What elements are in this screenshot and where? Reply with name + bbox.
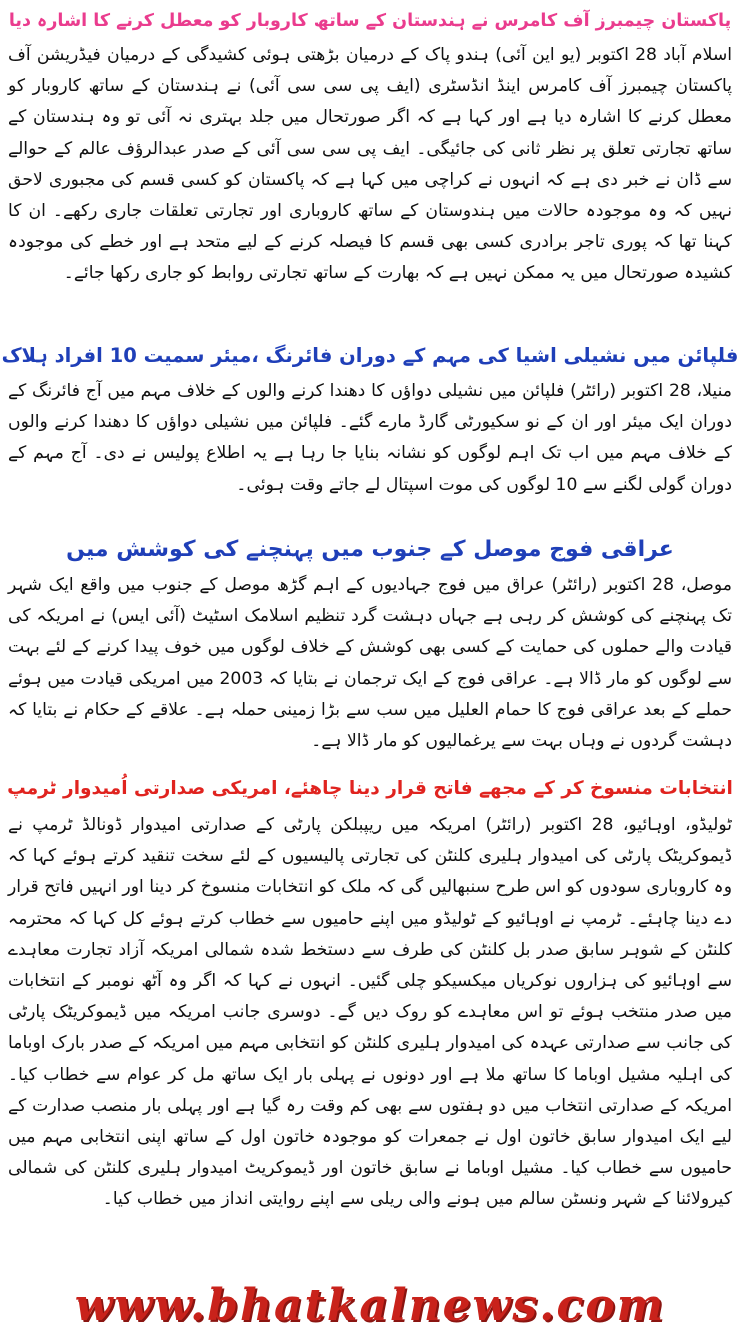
article-3-body: موصل، 28 اکتوبر (رائٹر) عراق میں فوج جہادیوں کے اہم گڑھ موصل کے جنوب میں واقع ایک شہر تک پہنچنے کی کوشش کر رہی ہے جہاں دہشت گرد تنظیم اسلامک اسٹیٹ (آئی ایس) نے امریکہ کی قیادت والے حملوں کی حمایت کے کسی بھی کوشش کے خلاف لوگوں میں خوف پیدا کرنے کے لئے بہت سے لوگوں کو مار ڈالا ہے۔ عراقی فوج کے ایک ترجمان نے بتایا کہ 2003 میں امریکی قیادت میں ہوئے حملے کے بعد عراقی فوج کا حمام العلیل میں سب سے بڑا زمینی حملہ ہے۔ علاقے کے حکام نے بتایا کہ دہشت گردوں نے وہاں بہت سے یرغمالیوں کو مار ڈالا ہے۔ [8,575,732,752]
article-1 [0,0,740,312]
article-3 [0,530,740,762]
article-3-headline: عراقی فوج موصل کے جنوب میں پہنچنے کی کوشش میں [66,537,674,562]
article-2-body: منیلا، 28 اکتوبر (رائٹر) فلپائن میں نشیلی دواؤں کا دھندا کرنے والوں کے خلاف مہم میں آج فائرنگ کے دوران ایک میئر اور ان کے نو سکیورٹی گارڈ مارے گئے۔ فلپائن میں نشیلی دواؤں کا دھندا کرنے والوں کے خلاف مہم میں اب تک اہم لوگوں کو نشانہ بنایا جا رہا ہے یہ اطلاع پولیس نے دی۔ آج مہم کے دوران گولی لگنے سے 10 لوگوں کی موت اسپتال لے جاتے وقت ہوئی۔ [8,381,732,495]
article-1-headline: پاکستان چیمبرز آف کامرس نے ہندستان کے ساتھ کاروبار کو معطل کرنے کا اشارہ دیا [8,11,732,31]
article-4-headline: انتخابات منسوخ کر کے مجھے فاتح قرار دینا چاھئے، امریکی صدارتی اُمیدوار ٹرمپ [7,778,733,799]
article-4-body: ٹولیڈو، اوہائیو، 28 اکتوبر (رائٹر) امریکہ میں ریپبلکن پارٹی کے صدارتی امیدوار ڈونالڈ ٹرمپ نے ڈیموکریٹک پارٹی کی امیدوار ہلیری کلنٹن کی تجارتی پالیسیوں کے لئے سخت تنقید کرتے ہوئے کہا کہ وہ کاروباری سودوں کو اس طرح سنبھالیں گی کہ ملک کو انتخابات منسوخ کر دینا اور انہیں فاتح قرار دے دینا چاہئے۔ ٹرمپ نے اوہائیو کے ٹولیڈو میں اپنے حامیوں سے خطاب کرتے ہوئے کل کہا کہ محترمہ کلنٹن کے شوہر سابق صدر بل کلنٹن کی طرف سے دستخط شدہ شمالی امریکہ آزاد تجارت معاہدے سے اوہائیو کی ہزاروں نوکریاں میکسیکو چلی گئیں۔ انہوں نے کہا کہ اگر وہ آٹھ نومبر کے انتخابات میں صدر منتخب ہوئے تو اس معاہدے کو روک دیں گے۔ دوسری جانب امریکہ میں ڈیموکریٹک پارٹی کی جانب سے صدارتی عہدہ کی امیدوار ہلیری کلنٹن کو انتخابی مہم میں امریکہ کے صدر بارک اوباما کی اہلیہ مشیل اوباما کا ساتھ ملا ہے اور دونوں نے پہلی بار ایک ساتھ مل کر عوام سے خطاب کیا۔ امریکہ کے صدارتی انتخاب میں دو ہفتوں سے بھی کم وقت رہ گیا ہے اور پہلی بار منصب صدارت کے لیے ایک امیدوار سابق خاتون اول نے جمعرات کو موجودہ خاتون اول کے ساتھ اپنی انتخابی مہم میں حامیوں سے خطاب کیا۔ مشیل اوباما نے سابق خاتون اور ڈیموکریٹ امیدوار ہلیری کلنٹن کی شمالی کیرولائنا کے شہر ونسٹن سالم میں ہونے والی ریلی سے اپنے روایتی انداز میں خطاب کیا۔ [8,815,732,1210]
article-1-body: اسلام آباد 28 اکتوبر (یو این آئی) ہندو پاک کے درمیان بڑھتی ہوئی کشیدگی کے درمیان فیڈریشن آف پاکستان چیمبرز آف کامرس اینڈ انڈسٹری (ایف پی سی سی آئی) نے ہندستان کے ساتھ کاروبار کو معطل کرنے کا اشارہ دیا ہے اور کہا ہے کہ اگر صورتحال میں جلد بہتری نہ آئی تو وہ ہندستان کے ساتھ تجارتی تعلق پر نظر ثانی کی جائیگی۔ ایف پی سی سی آئی کے صدر عبدالرؤف عالم کے حوالے سے ڈان نے خبر دی ہے کہ انہوں نے کراچی میں کہا ہے کہ پاکستان کو کسی قسم کی مجبوری لاحق نہیں کہ وہ موجودہ حالات میں ہندوستان کے ساتھ کاروباری اور تجارتی تعلقات جاری رکھے۔ ان کا کہنا تھا کہ پوری تاجر برادری کسی بھی قسم کا فیصلہ کرنے کے لیے متحد ہے اور خطے کی موجودہ کشیدہ صورتحال میں یہ ممکن نہیں ہے کہ بھارت کے ساتھ تجارتی روابط کو جاری رکھا جائے۔ [8,45,732,284]
article-2-headline: فلپائن میں نشیلی اشیا کی مہم کے دوران فائرنگ ،میئر سمیت 10 افراد ہلاک [1,344,739,367]
article-2 [0,336,740,516]
article-4 [0,768,740,1280]
site-watermark: www.bhatkalnews.com [74,1282,666,1330]
